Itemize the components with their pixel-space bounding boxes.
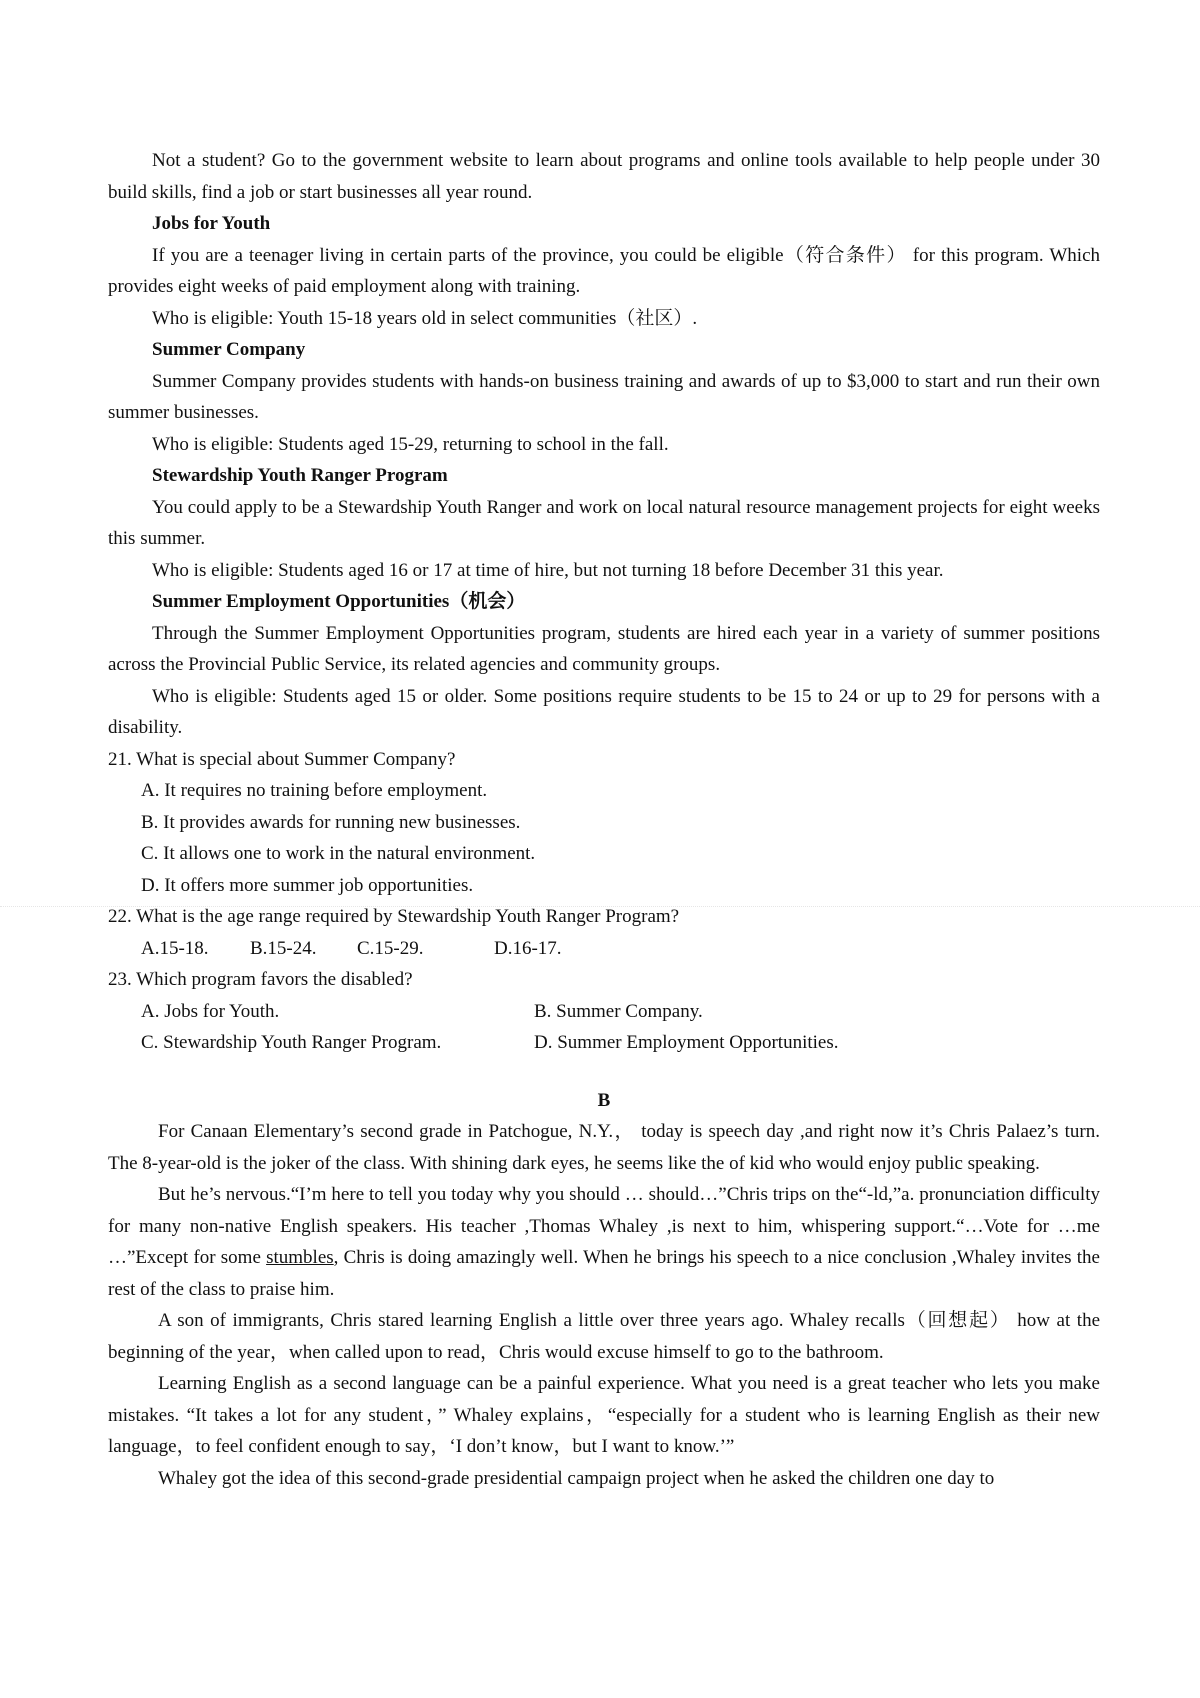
question-23-options-row-2 <box>108 1027 1100 1059</box>
passage-b-paragraph-5: Whaley got the idea of this second-grade presidential campaign project when he asked the children one day to <box>158 1467 995 1489</box>
question-22-options <box>108 933 1100 965</box>
passage-b-p2-before: But he’s nervous.“I’m here to tell you today why you should … should…”Chris trips on the“-ld,”a. pronunciation difficulty for many non-native English speakers. His teacher ,Thomas Whaley ,is next to him, whispering support.“…Vote for …me …”Except for some <box>108 1184 1100 1268</box>
question-23-option-c: C. Stewardship Youth Ranger Program. <box>141 1032 442 1053</box>
program-desc-stewardship: You could apply to be a Stewardship Youth Ranger and work on local natural resource management projects for eight weeks this summer. <box>108 496 1100 549</box>
program-desc-summer-company: Summer Company provides students with hands-on business training and awards of up to $3,000 to start and run their own summer businesses. <box>108 370 1100 423</box>
program-desc-summer-employment: Through the Summer Employment Opportunities program, students are hired each year in a variety of summer positions across the Provincial Public Service, its related agencies and community groups. <box>108 622 1100 675</box>
program-eligible-summer-employment: Who is eligible: Students aged 15 or older. Some positions require students to be 15 to 24 or up to 29 for persons with a disability. <box>108 685 1100 738</box>
passage-b-paragraph-3: A son of immigrants, Chris stared learning English a little over three years ago. Whaley recalls（回想起） how at the beginning of the year，when called upon to read，Chris would excuse himself to go to the bathroom. <box>108 1310 1100 1363</box>
program-desc-jobs-for-youth: If you are a teenager living in certain parts of the province, you could be eligible（符合条件） for this program. Which provides eight weeks of paid employment along with training. <box>108 244 1100 297</box>
underlined-word-stumbles: stumbles <box>266 1247 334 1268</box>
question-21-option-a: A. It requires no training before employment. <box>141 780 488 801</box>
question-22-option-c: C.15-29. <box>357 937 424 959</box>
question-21-option-d: D. It offers more summer job opportunities. <box>141 874 474 896</box>
program-eligible-stewardship: Who is eligible: Students aged 16 or 17 at time of hire, but not turning 18 before December 31 this year. <box>152 559 944 581</box>
program-title-summer-company: Summer Company <box>152 339 306 360</box>
passage-b-paragraph-1: For Canaan Elementary’s second grade in Patchogue, N.Y.， today is speech day ,and right now it’s Chris Palaez’s turn. The 8-year-old is the joker of the class. With shining dark eyes, he seems like the of kid who would enjoy public speaking. <box>108 1121 1100 1174</box>
program-eligible-summer-company: Who is eligible: Students aged 15-29, returning to school in the fall. <box>152 433 669 455</box>
passage-b-paragraph-4: Learning English as a second language can be a painful experience. What you need is a great teacher who lets you make mistakes. “It takes a lot for any student，” Whaley explains，“especially for a student who is learning English as their new language，to feel confident enough to say，‘I don’t know，but I want to know.’” <box>108 1373 1100 1457</box>
question-23-option-b: B. Summer Company. <box>534 1000 703 1022</box>
question-22-stem: 22. What is the age range required by Stewardship Youth Ranger Program? <box>108 906 680 927</box>
question-23-stem: 23. Which program favors the disabled? <box>108 969 413 990</box>
passage-b-paragraph-2 <box>108 1179 1100 1305</box>
program-title-jobs-for-youth: Jobs for Youth <box>152 213 271 234</box>
section-b-heading: B <box>597 1089 611 1111</box>
question-23-option-a: A. Jobs for Youth. <box>141 1000 280 1022</box>
program-eligible-jobs-for-youth: Who is eligible: Youth 15-18 years old in select communities（社区）. <box>152 307 698 329</box>
question-23-option-d: D. Summer Employment Opportunities. <box>534 1032 839 1053</box>
question-21-option-b: B. It provides awards for running new businesses. <box>141 811 521 833</box>
program-title-summer-employment: Summer Employment Opportunities（机会） <box>152 591 526 612</box>
exam-page <box>108 145 1100 1494</box>
question-23-options-row-1 <box>108 996 1100 1028</box>
question-22-option-a: A.15-18. <box>141 937 209 959</box>
question-22-option-d: D.16-17. <box>494 937 562 959</box>
question-22-option-b: B.15-24. <box>250 937 317 959</box>
question-21-stem: 21. What is special about Summer Company? <box>108 748 456 770</box>
intro-paragraph: Not a student? Go to the government website to learn about programs and online tools available to help people under 30 build skills, find a job or start businesses all year round. <box>108 150 1100 203</box>
program-title-stewardship: Stewardship Youth Ranger Program <box>152 465 448 486</box>
question-21-option-c: C. It allows one to work in the natural environment. <box>141 843 536 864</box>
passage-b-p2-after: , Chris is doing amazingly well. When he brings his speech to a nice conclusion ,Whaley invites the rest of the class to praise him. <box>108 1247 1100 1300</box>
